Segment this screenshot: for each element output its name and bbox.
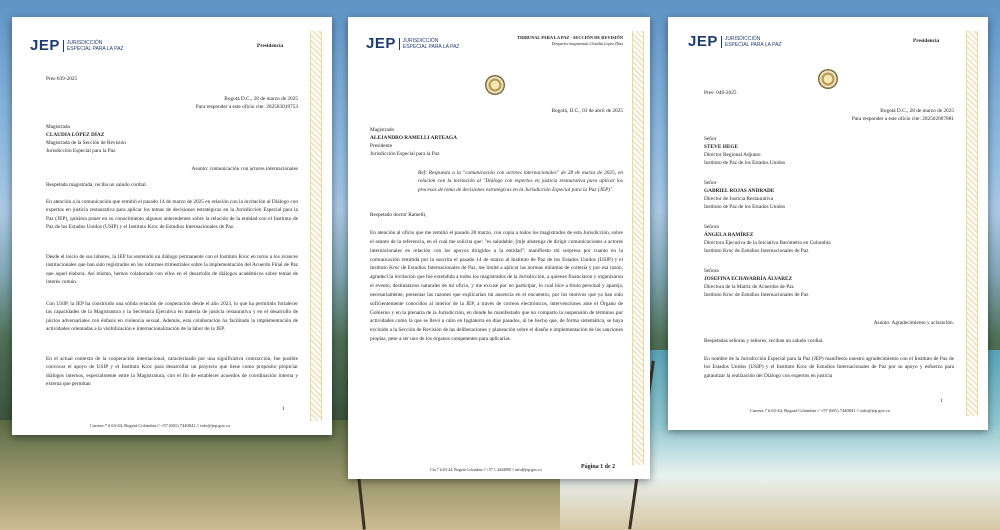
header-office: Presidencia [257,43,284,49]
recipient-title: Señor [704,180,717,186]
paragraph: En atención al oficio que me remitió el pasado 28 marzo, con copia a todos los magistrados de esta Jurisdicción, sobre el asunto de la referencia, en el cual me solicita que: "es saludable, [m]e abstenga de dirigir comunicaciones a actores internacionales en relación con los apoyos dirigidos a la entidad"; manifiesto mi sorpresa por cuanto en la comunicación remitida por la suscrita el pasado 14 de marzo al Instituto de Paz de los Estados Unidos (USIP) y el Instituto Kroc de Estudios Internacionales de Paz, me limité a aplicar las normas mínimas de cortesía y por esa razón, agradecí la invitación que fue extendida a todos los magistrados de la Jurisdicción, a quienes financiaron y organizaron el evento, destinatarios naturales de mi oficio, y me excusé por no participar, lo cual hice a título personal y apareja, necesariamente, presentar las razones que explicarían mi ausencia en el encuentro, por los motivos que ya han sido suficientemente conocidos al interior de la JEP, a través de correos electrónicos, intervenciones ante el Órgano de Gobierno y en la plenaria de la Jurisdicción, en donde he manifestado que no comparto la suspensión de términos por actividades como la que se llevó a cabo en Inglaterra en días pasados, ni he hecho que, de forma sistemática, se haya excluido a la Sección de Revisión de las deliberaciones y planeación sobre el diseño e implementación de las sanciones propias, pese a ser uno de los órganos competentes para aplicarlas. [370,230,623,343]
header-office: Presidencia [913,38,940,44]
recipient-org: Instituto de Paz de los Estados Unidos [704,204,786,210]
recipient-org: Instituto Kroc de Estudios Internacionales de Paz [704,292,809,298]
decorative-border [310,31,322,421]
decorative-border [966,31,978,416]
page-number: 1 [940,398,943,404]
recipient-org: Instituto Kroc de Estudios Internacionales de Paz [704,248,809,254]
greeting: Respetada magistrada, reciba un saludo cordial. [46,182,148,188]
letter-date: Bogotá, D.C., 03 de abril de 2025 [551,108,623,114]
page-number: Página 1 de 2 [581,464,616,470]
footer-address: Carrera 7 # 63-44, Bogotá Colombia // +57 (601) 7440041 // info@jep.gov.co [750,408,891,413]
page-number: 1 [282,406,285,412]
greeting: Respetadas señoras y señores, reciban un saludo cordial. [704,338,824,344]
paragraph: En el actual contexto de la cooperación internacional, caracterizado por una significativa contracción, fue posible convocar el apoyo de USIP y el Instituto Kroc para desarrollar un proyecto que tiene como propósito propiciar diálogos internos, especialmente entre la Magistratura, con el fin de establecer acuerdos de coordinación interna y externa que permitan [46,356,298,387]
recipient-role: Director Regional Adjunto [704,152,761,158]
reference-number: Pres- 040-2025 [704,90,737,96]
subject-line: Asunto: comunicación con actores internacionales [191,166,298,172]
recipient-name: STEVE HEGE [704,144,739,150]
recipient-org: Instituto de Paz de los Estados Unidos [704,160,786,166]
header-tribunal: TRIBUNAL PARA LA PAZ - SECCIÓN DE REVISIÓN [517,35,623,40]
recipient-title: Señora [704,224,719,230]
greeting: Respetado doctor Ramelli, [370,212,427,218]
recipient-title: Magistrado [370,127,395,133]
jep-logo: JEP JURISDICCIÓN ESPECIAL PARA LA PAZ [688,33,782,50]
recipient-org: Jurisdicción Especial para la Paz [370,151,440,157]
recipient-role: Presidente [370,143,393,149]
footer-address: Carrera 7 # 63-44, Bogotá Colombia // +57 (601) 7440041 // info@jep.gov.co [90,423,231,428]
recipient-name: GABRIEL ROJAS ANDRADE [704,188,775,194]
recipient-title: Magistrada [46,124,70,130]
letter-pres-040 [668,17,988,430]
recipient-role: Directora de la Matriz de Acuerdos de Paz [704,284,794,290]
paragraph: En atención a la comunicación que remitió el pasado 14 de marzo de 2025 en relación con la invitación al Diálogo con expertos en justicia restaurativa para aplicar los temas de decisiones estratégicas en la Jurisdicción Especial para la Paz (JEP), quisiera poner en su conocimiento algunos antecedentes sobre la relación de la entidad con el Instituto de Paz de los Estados Unidos (USIP) y el Instituto Kroc de Estudios Internacionales de Paz. [46,199,298,230]
paragraph: Con USIP, la JEP ha construido una sólida relación de cooperación desde el año 2023, lo que ha permitido fortalecer las capacidades de la Magistratura y la Secretaría Ejecutiva en materia de justicia restaurativa y en el desarrollo de juicios adversariales con énfasis en violencia sexual. Además, esta colaboración ha facilitado la implementación de actividades orientadas a la visibilización e internacionalización de la labor de la JEP. [46,301,298,332]
subject-line: Asunto: Agradecimiento y aclaración. [873,320,954,326]
paragraph: En nombre de la Jurisdicción Especial para la Paz (JEP) manifiesto nuestro agradecimiento con el Instituto de Paz de los Estados Unidos (USIP) y el Instituto Kroc de Estudios Internacionales de Paz por su apoyo y esfuerzo para garantizar la realización del Diálogo con expertos en justicia [704,356,954,379]
recipient-role: Director de Justicia Restaurativa [704,196,773,202]
letter-date: Bogotá D.C., 28 de marzo de 2025 [224,96,298,102]
reference-number: Pres-039-2025 [46,76,78,82]
letter-pres-039 [12,17,332,435]
colombia-seal-icon [818,69,838,89]
jep-logo: JEP JURISDICCIÓN ESPECIAL PARA LA PAZ [30,37,124,54]
recipient-title: Señor [704,136,717,142]
decorative-border [632,31,644,465]
reply-reference: Para responder a este oficio cite: 202502007881 [851,116,954,122]
recipient-role: Magistrada de la Sección de Revisión [46,140,126,146]
recipient-role: Directora Ejecutiva de la Iniciativa Barómetro en Colombia [704,240,831,246]
colombia-seal-icon [485,75,505,95]
reference-block: Ref: Respuesta a la "comunicación con actores internacionales" de 28 de marzo de 2025, en relación con la invitación al "Diálogo con expertos en justicia restaurativa para aplicar los procesos de toma de decisiones estratégicas en la Jurisdicción Especial para la Paz (JEP)". [418,170,623,193]
paragraph: Desde el inicio de sus labores, la JEP ha sostenido un diálogo permanente con el Instituto Kroc en torno a los avances institucionales que han sido registrados en los informes trimestrales sobre la implementación del Acuerdo Final de Paz que aquel elabora. Así mismo, hemos colaborado con ellos en el desarrollo de diálogos académicos sobre temas de interés común. [46,254,298,285]
reply-reference: Para responder a este oficio cite: 202503018753 [195,104,298,110]
recipient-name: CLAUDIA LÓPEZ DÍAZ [46,132,105,138]
recipient-name: JOSEFINA ECHAVARRÍA ÁLVAREZ [704,276,793,282]
letter-date: Bogotá D.C., 28 de marzo de 2025 [880,108,954,114]
header-office: Despacho magistrada Claudia López Díaz [551,41,623,46]
footer-address: Cra 7 # 63-44, Bogotá Colombia // +57 1 4444900 // info@jep.gov.co [430,467,542,472]
jep-logo: JEP JURISDICCIÓN ESPECIAL PARA LA PAZ [366,35,460,52]
recipient-title: Señora [704,268,719,274]
recipient-name: ÁNGELA RAMÍREZ [704,232,754,238]
letter-response-ramelli [348,17,650,479]
recipient-name: ALEJANDRO RAMELLI ARTEAGA [370,135,457,141]
recipient-org: Jurisdicción Especial para la Paz [46,148,116,154]
